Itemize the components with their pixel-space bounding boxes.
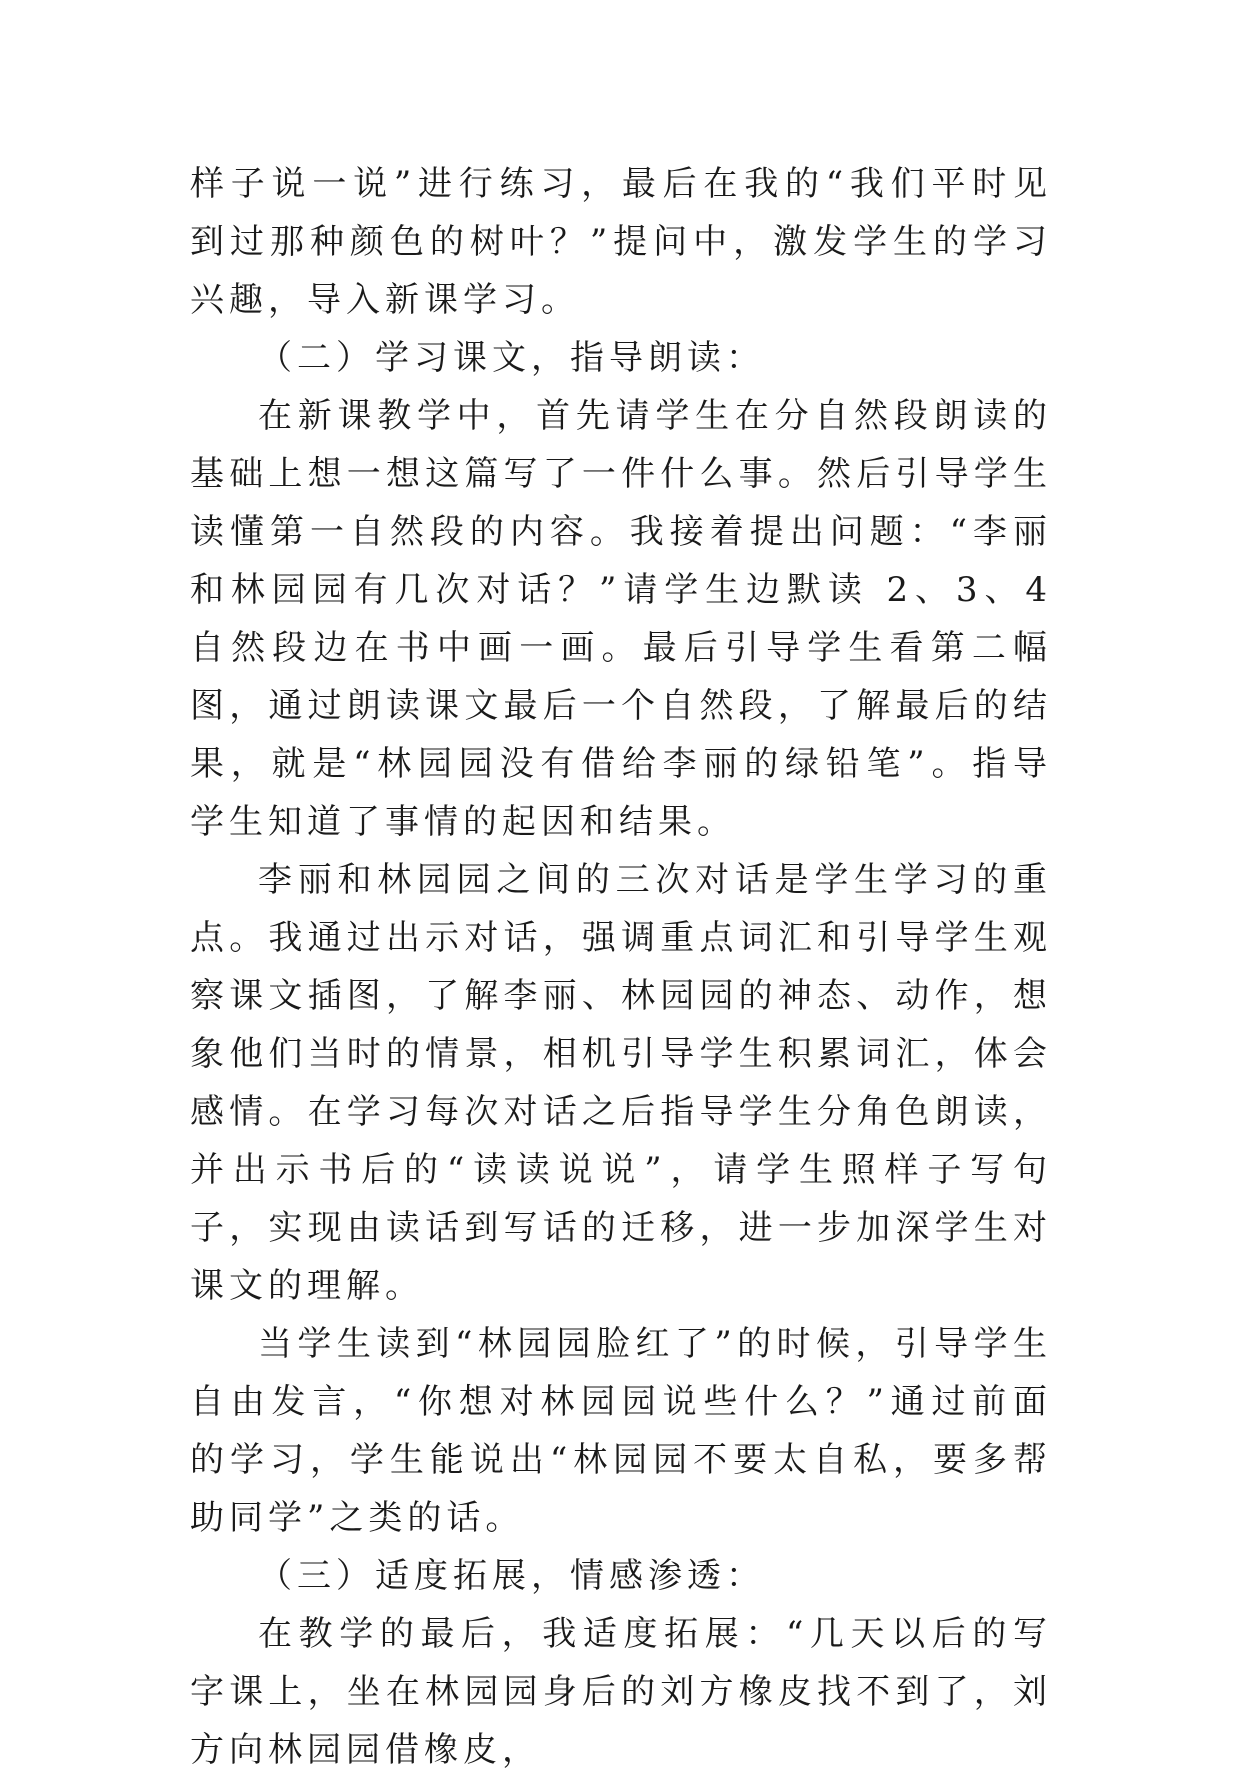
document-body <box>190 155 1052 1779</box>
paragraph: 在教学的最后，我适度拓展：“几天以后的写字课上，坐在林园园身后的刘方橡皮找不到了，刘方向林园园借橡皮， <box>190 1614 1052 1770</box>
section-heading-3: （三）适度拓展，情感渗透： <box>258 1556 765 1596</box>
paragraph: 李丽和林园园之间的三次对话是学生学习的重点。我通过出示对话，强调重点词汇和引导学生观察课文插图，了解李丽、林园园的神态、动作，想象他们当时的情景，相机引导学生积累词汇，体会感情。在学习每次对话之后指导学生分角色朗读，并出示书后的“读读说说”，请学生照样子写句子，实现由读话到写话的迁移，进一步加深学生对课文的理解。 <box>190 860 1052 1306</box>
paragraph-continued: 样子说一说”进行练习，最后在我的“我们平时见到过那种颜色的树叶？”提问中，激发学生的学习兴趣，导入新课学习。 <box>190 164 1052 320</box>
section-heading-2: （二）学习课文，指导朗读： <box>258 338 765 378</box>
paragraph: 在新课教学中，首先请学生在分自然段朗读的基础上想一想这篇写了一件什么事。然后引导学生读懂第一自然段的内容。我接着提出问题：“李丽和林园园有几次对话？”请学生边默读 2、3、4 自然段边在书中画一画。最后引导学生看第二幅图，通过朗读课文最后一个自然段，了解最后的结果，就是“林园园没有借给李丽的绿铅笔”。指导学生知道了事情的起因和结果。 <box>190 396 1052 842</box>
paragraph: 当学生读到“林园园脸红了”的时候，引导学生自由发言，“你想对林园园说些什么？”通过前面的学习，学生能说出“林园园不要太自私，要多帮助同学”之类的话。 <box>190 1324 1052 1538</box>
